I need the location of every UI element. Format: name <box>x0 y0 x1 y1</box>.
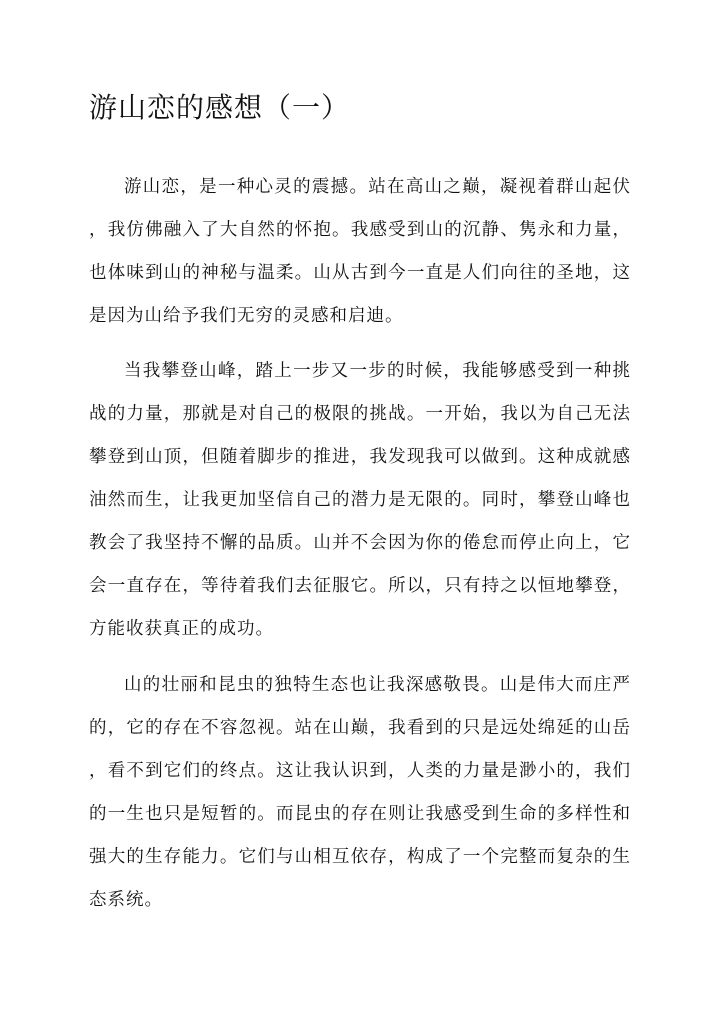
paragraph-line: 态系统。 <box>89 890 163 910</box>
paragraph-line: ，看不到它们的终点。这让我认识到，人类的力量是渺小的，我们 <box>89 761 630 781</box>
paragraph-line: 的，它的存在不容忽视。站在山巅，我看到的只是远处绵延的山岳 <box>89 718 630 738</box>
paragraph-line: 的一生也只是短暂的。而昆虫的存在则让我感受到生命的多样性和 <box>89 804 630 824</box>
paragraph-line: 是因为山给予我们无穷的灵感和启迪。 <box>89 306 404 326</box>
paragraph-line: 战的力量，那就是对自己的极限的挑战。一开始，我以为自己无法 <box>89 404 630 424</box>
page-title: 游山恋的感想（一） <box>89 91 351 124</box>
paragraph-line: 强大的生存能力。它们与山相互依存，构成了一个完整而复杂的生 <box>89 847 630 867</box>
paragraph-line: 攀登到山顶，但随着脚步的推进，我发现我可以做到。这种成就感 <box>89 447 630 467</box>
paragraph-line: 当我攀登山峰，踏上一步又一步的时候，我能够感受到一种挑 <box>124 361 630 381</box>
paragraph-line: 游山恋，是一种心灵的震撼。站在高山之巅，凝视着群山起伏 <box>124 177 630 197</box>
paragraph-line: ，我仿佛融入了大自然的怀抱。我感受到山的沉静、隽永和力量， <box>89 220 630 240</box>
paragraph-line: 也体味到山的神秘与温柔。山从古到今一直是人们向往的圣地，这 <box>89 263 630 283</box>
paragraph-line: 教会了我坚持不懈的品质。山并不会因为你的倦怠而停止向上，它 <box>89 533 630 553</box>
paragraph-line: 会一直存在，等待着我们去征服它。所以，只有持之以恒地攀登， <box>89 576 630 596</box>
paragraph-line: 方能收获真正的成功。 <box>89 619 274 639</box>
paragraph-line: 山的壮丽和昆虫的独特生态也让我深感敬畏。山是伟大而庄严 <box>124 675 630 695</box>
paragraph-line: 油然而生，让我更加坚信自己的潜力是无限的。同时，攀登山峰也 <box>89 490 630 510</box>
